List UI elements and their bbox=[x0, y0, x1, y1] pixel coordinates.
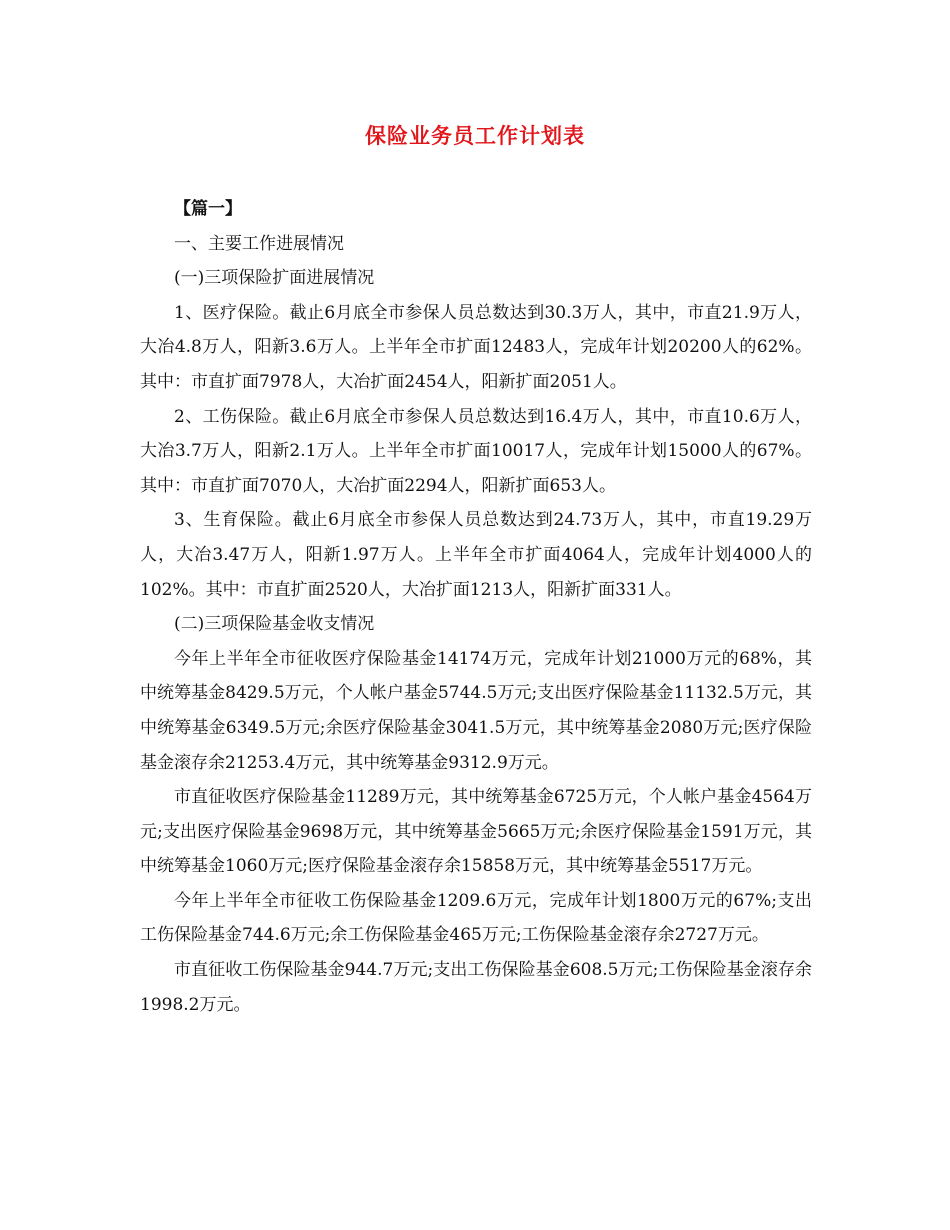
paragraph-fund-medical-direct: 市直征收医疗保险基金11289万元，其中统筹基金6725万元，个人帐户基金4564万元;支出医疗保险基金9698万元，其中统筹基金5665万元;余医疗保险基金1591万元，其中统筹基金1060万元;医疗保险基金滚存余15858万元，其中统筹基金5517万元。 bbox=[140, 787, 812, 877]
document-body bbox=[140, 192, 812, 1022]
document-title: 保险业务员工作计划表 bbox=[365, 124, 585, 148]
paragraph-injury-insurance: 2、工伤保险。截止6月底全市参保人员总数达到16.4万人，其中，市直10.6万人，大冶3.7万人，阳新2.1万人。上半年全市扩面10017人，完成年计划15000人的67%。其中：市直扩面7070人，大冶扩面2294人，阳新扩面653人。 bbox=[140, 406, 812, 496]
paragraph-medical-insurance: 1、医疗保险。截止6月底全市参保人员总数达到30.3万人，其中，市直21.9万人，大冶4.8万人，阳新3.6万人。上半年全市扩面12483人，完成年计划20200人的62%。其中：市直扩面7978人，大冶扩面2454人，阳新扩面2051人。 bbox=[140, 302, 812, 392]
paragraph-fund-medical-city: 今年上半年全市征收医疗保险基金14174万元，完成年计划21000万元的68%，其中统筹基金8429.5万元，个人帐户基金5744.5万元;支出医疗保险基金11132.5万元，其中统筹基金6349.5万元;余医疗保险基金3041.5万元，其中统筹基金2080万元;医疗保险基金滚存余21253.4万元，其中统筹基金9312.9万元。 bbox=[140, 648, 812, 773]
paragraph-fund-injury-direct: 市直征收工伤保险基金944.7万元;支出工伤保险基金608.5万元;工伤保险基金滚存余1998.2万元。 bbox=[140, 960, 812, 1015]
heading-expansion: (一)三项保险扩面进展情况 bbox=[174, 268, 375, 289]
paragraph-fund-injury-city: 今年上半年全市征收工伤保险基金1209.6万元，完成年计划1800万元的67%;支出工伤保险基金744.6万元;余工伤保险基金465万元;工伤保险基金滚存余2727万元。 bbox=[140, 890, 812, 946]
heading-fund-income-expense: (二)三项保险基金收支情况 bbox=[174, 614, 375, 635]
paragraph-maternity-insurance: 3、生育保险。截止6月底全市参保人员总数达到24.73万人，其中，市直19.29万人，大冶3.47万人，阳新1.97万人。上半年全市扩面4064人，完成年计划4000人的102%。其中：市直扩面2520人，大冶扩面1213人，阳新扩面331人。 bbox=[140, 510, 812, 600]
section-marker: 【篇一】 bbox=[174, 199, 242, 219]
heading-main-progress: 一、主要工作进展情况 bbox=[174, 233, 344, 254]
